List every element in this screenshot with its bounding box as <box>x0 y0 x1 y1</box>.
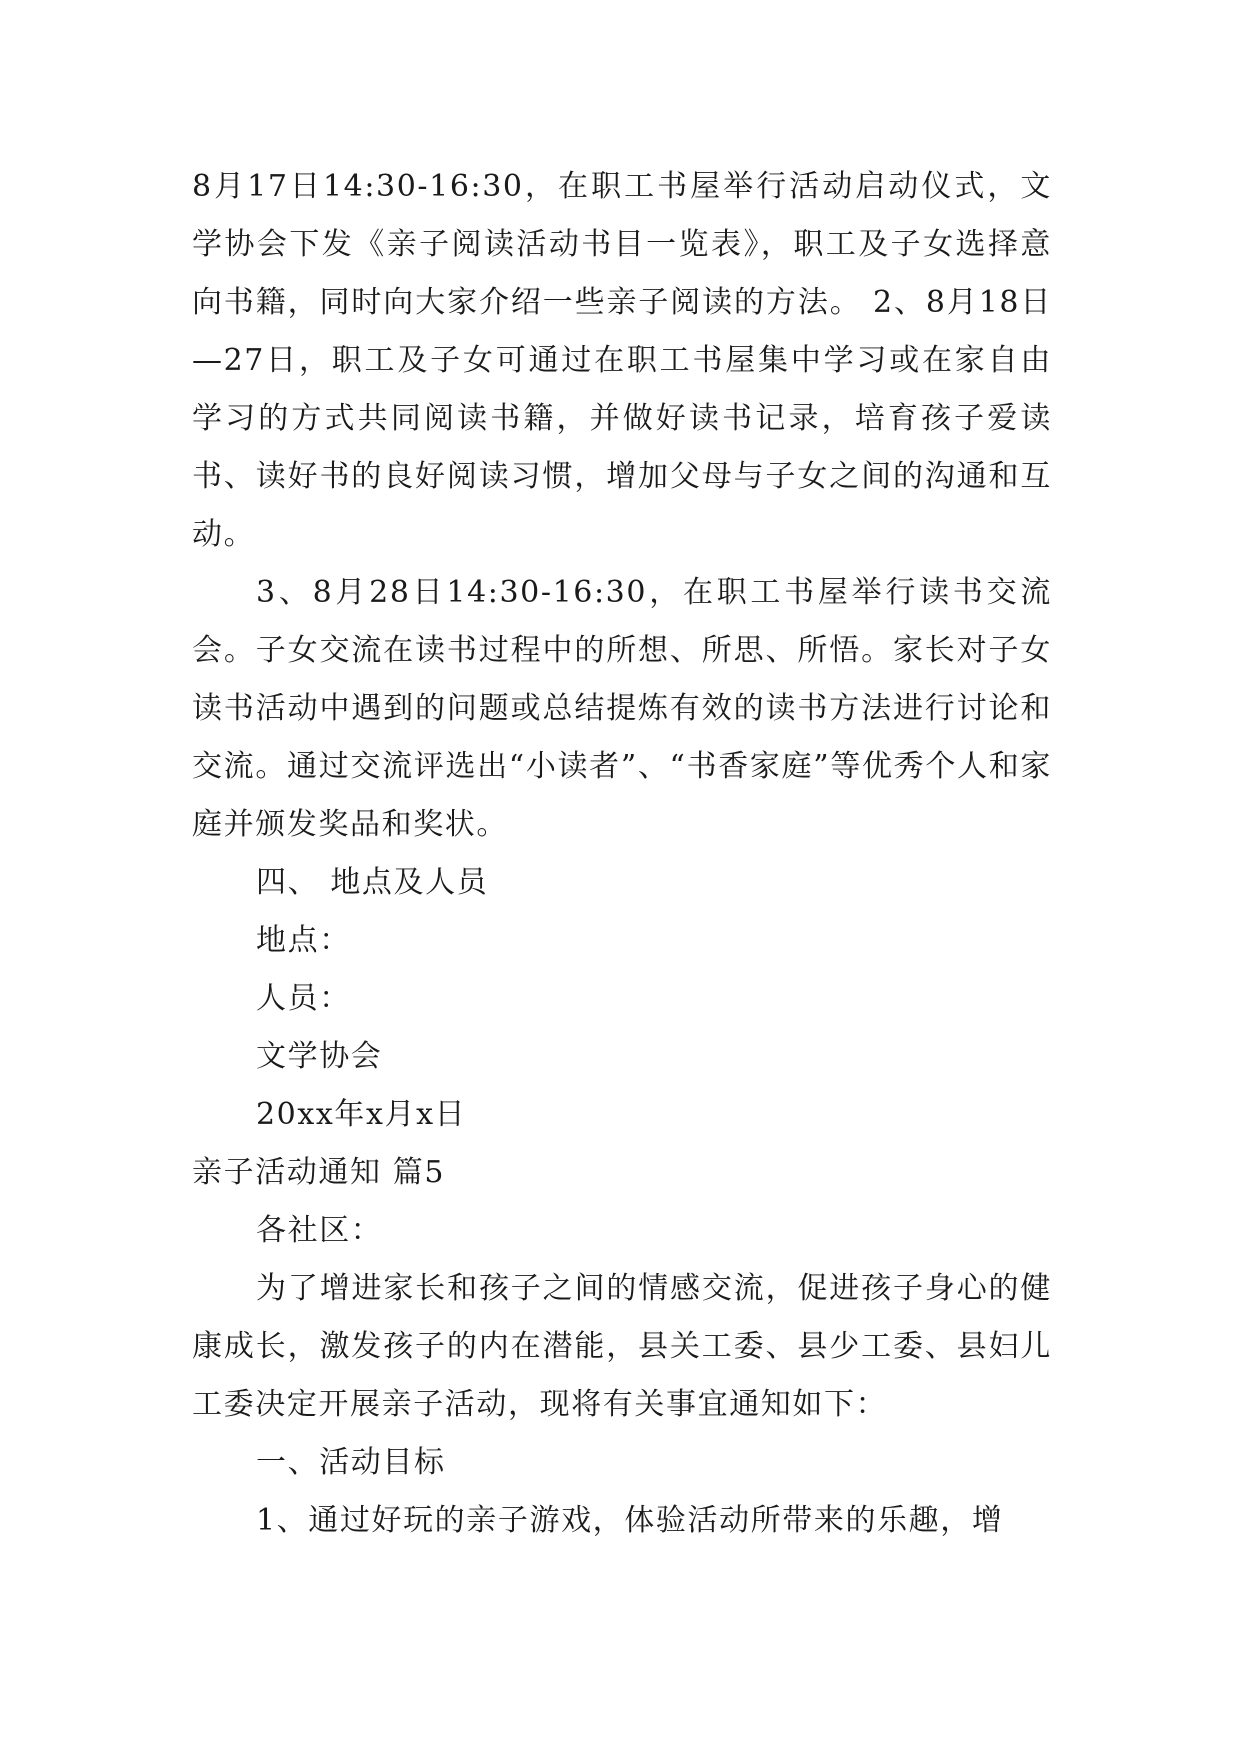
paragraph-reading-exchange: 3、8月28日14:30-16:30，在职工书屋举行读书交流会。子女交流在读书过程中的所想、所思、所悟。家长对子女读书活动中遇到的问题或总结提炼有效的读书方法进行讨论和交流。通过交流评选出“小读者”、“书香家庭”等优秀个人和家庭并颁发奖品和奖状。 <box>192 575 1052 842</box>
signature-date: 20xx年x月x日 <box>256 1097 467 1132</box>
section-heading-activity-goals: 一、活动目标 <box>256 1445 446 1480</box>
section-heading-location-personnel: 四、 地点及人员 <box>256 865 489 900</box>
salutation: 各社区： <box>256 1213 383 1248</box>
paragraph-notice-intro: 为了增进家长和孩子之间的情感交流，促进孩子身心的健康成长，激发孩子的内在潜能，县关工委、县少工委、县妇儿工委决定开展亲子活动，现将有关事宜通知如下： <box>192 1271 1052 1422</box>
signature-organization: 文学协会 <box>256 1039 383 1074</box>
paragraph-goal-1: 1、通过好玩的亲子游戏，体验活动所带来的乐趣，增 <box>256 1503 1004 1538</box>
personnel-label: 人员： <box>256 981 351 1016</box>
document-body <box>192 158 1052 1550</box>
paragraph-activity-schedule: 8月17日14:30-16:30，在职工书屋举行活动启动仪式，文学协会下发《亲子阅读活动书目一览表》，职工及子女选择意向书籍，同时向大家介绍一些亲子阅读的方法。 2、8月18日—27日，职工及子女可通过在职工书屋集中学习或在家自由学习的方式共同阅读书籍，并做好读书记录，培育孩子爱读书、读好书的良好阅读习惯，增加父母与子女之间的沟通和互动。 <box>192 169 1052 552</box>
notice-title: 亲子活动通知 篇5 <box>192 1155 446 1190</box>
location-label: 地点： <box>256 923 351 958</box>
